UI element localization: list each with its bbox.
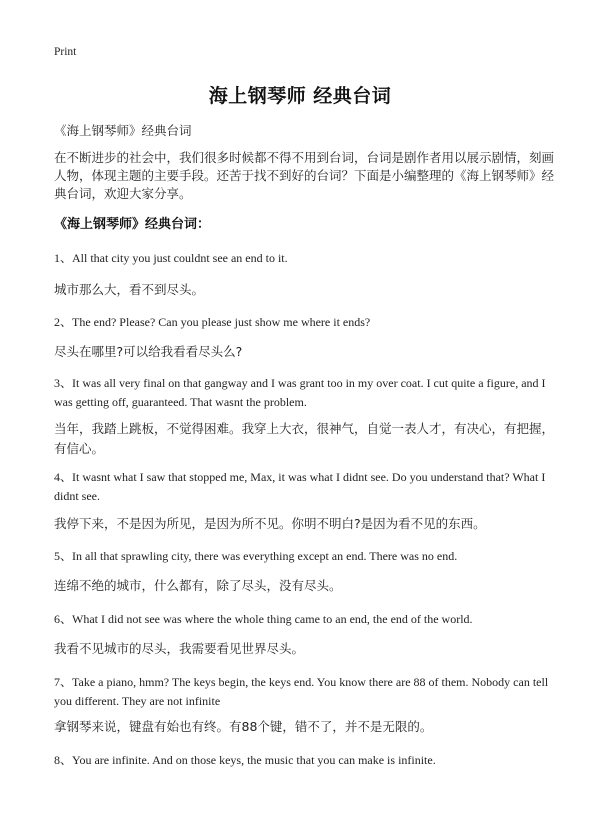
- quote-5-chinese: 连绵不绝的城市，什么都有，除了尽头，没有尽头。: [54, 578, 342, 593]
- quote-4-english: 4、It wasnt what I saw that stopped me, Max, it was what I didnt see. Do you understand that? What I didnt see.: [54, 470, 546, 503]
- article-subtitle: 《海上钢琴师》经典台词: [54, 123, 192, 138]
- quote-3-english: 3、It was all very final on that gangway and I was grant too in my over coat. I cut quite a figure, and I was getting off, guaranteed. That wasnt the problem.: [54, 376, 546, 409]
- quote-2-english: 2、The end? Please? Can you please just show me where it ends?: [54, 315, 371, 329]
- quote-6-chinese: 我看不见城市的尽头，我需要看见世界尽头。: [54, 641, 305, 656]
- quote-7-english: 7、Take a piano, hmm? The keys begin, the keys end. You know there are 88 of them. Nobody can tell you different. They are not infinite: [54, 675, 549, 708]
- quote-7-chinese: 拿钢琴来说，键盘有始也有终。有88个键，错不了，并不是无限的。: [54, 719, 433, 734]
- quote-5-english: 5、In all that sprawling city, there was everything except an end. There was no end.: [54, 549, 458, 563]
- print-label: Print: [54, 46, 77, 58]
- page-title: 海上钢琴师 经典台词: [208, 85, 392, 107]
- quote-1-english: 1、All that city you just couldnt see an end to it.: [54, 251, 288, 265]
- quote-4-chinese: 我停下来，不是因为所见，是因为所不见。你明不明白?是因为看不见的东西。: [54, 516, 486, 531]
- section-heading: 《海上钢琴师》经典台词：: [54, 217, 211, 232]
- quote-3-chinese: 当年，我踏上跳板，不觉得困难。我穿上大衣，很神气，自觉一表人才，有决心，有把握，有信心。: [54, 421, 555, 456]
- quote-1-chinese: 城市那么大，看不到尽头。: [54, 282, 205, 297]
- quote-8-english: 8、You are infinite. And on those keys, the music that you can make is infinite.: [54, 753, 436, 767]
- intro-paragraph: 在不断进步的社会中，我们很多时候都不得不用到台词，台词是剧作者用以展示剧情，刻画人物，体现主题的主要手段。还苦于找不到好的台词？下面是小编整理的《海上钢琴师》经典台词，欢迎大家分享。: [54, 150, 555, 201]
- quote-6-english: 6、What I did not see was where the whole thing came to an end, the end of the world.: [54, 612, 473, 626]
- quote-2-chinese: 尽头在哪里?可以给我看看尽头么?: [54, 344, 243, 359]
